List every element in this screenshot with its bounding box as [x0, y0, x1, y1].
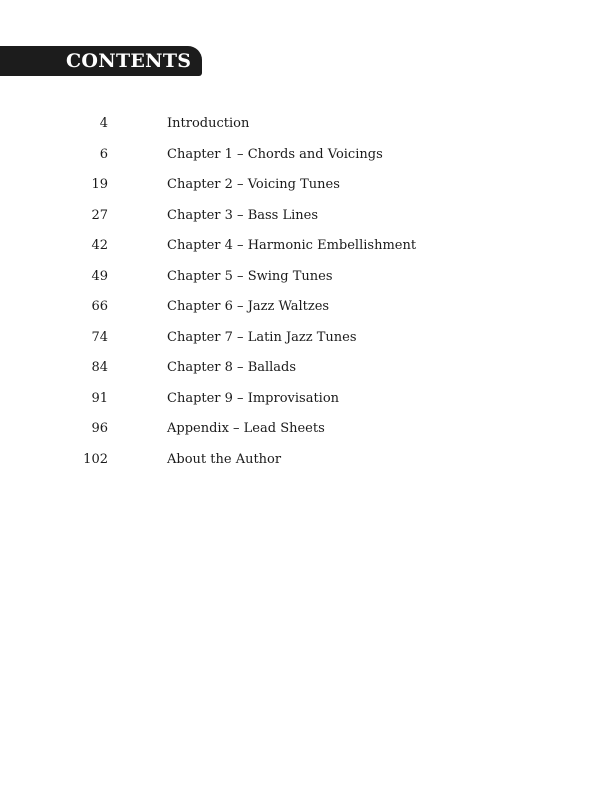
toc-entry[interactable]	[0, 326, 600, 357]
toc-page-number: 19	[91, 177, 108, 192]
toc-page-number: 6	[99, 146, 108, 162]
toc-page-number: 4	[99, 116, 108, 131]
toc-page-number: 66	[91, 299, 108, 314]
page-title: CONTENTS	[66, 50, 192, 72]
toc-entry[interactable]	[0, 387, 600, 418]
toc-page-number: 96	[91, 421, 108, 436]
toc-page-number: 84	[91, 360, 108, 375]
contents-header-bar	[0, 46, 202, 76]
toc-entry[interactable]	[0, 173, 600, 204]
toc-entry-title: Introduction	[167, 116, 250, 131]
toc-entry-title: Appendix – Lead Sheets	[167, 421, 325, 436]
toc-entry-title: Chapter 1 – Chords and Voicings	[167, 146, 383, 162]
toc-entry[interactable]	[0, 448, 600, 479]
toc-entry-title: Chapter 2 – Voicing Tunes	[167, 177, 340, 192]
toc-page-number: 91	[91, 390, 108, 406]
toc-entry[interactable]	[0, 112, 600, 143]
toc-entry-title: Chapter 4 – Harmonic Embellishment	[167, 238, 417, 253]
toc-entry[interactable]	[0, 356, 600, 387]
table-of-contents	[0, 112, 600, 478]
toc-entry-title: Chapter 3 – Bass Lines	[167, 207, 318, 223]
toc-page-number: 27	[91, 207, 108, 223]
toc-entry-title: About the Author	[167, 451, 282, 467]
toc-entry[interactable]	[0, 265, 600, 296]
toc-entry[interactable]	[0, 204, 600, 235]
toc-entry-title: Chapter 8 – Ballads	[167, 360, 297, 375]
toc-entry-title: Chapter 7 – Latin Jazz Tunes	[167, 329, 357, 345]
toc-entry[interactable]	[0, 143, 600, 174]
toc-entry[interactable]	[0, 417, 600, 448]
toc-page-number: 42	[91, 238, 108, 253]
toc-entry-title: Chapter 6 – Jazz Waltzes	[167, 299, 330, 314]
toc-page-number: 102	[83, 451, 108, 467]
toc-entry-title: Chapter 9 – Improvisation	[167, 390, 340, 406]
toc-page-number: 74	[91, 329, 108, 345]
toc-entry[interactable]	[0, 234, 600, 265]
toc-entry[interactable]	[0, 295, 600, 326]
toc-entry-title: Chapter 5 – Swing Tunes	[167, 268, 333, 284]
toc-page-number: 49	[91, 268, 108, 284]
